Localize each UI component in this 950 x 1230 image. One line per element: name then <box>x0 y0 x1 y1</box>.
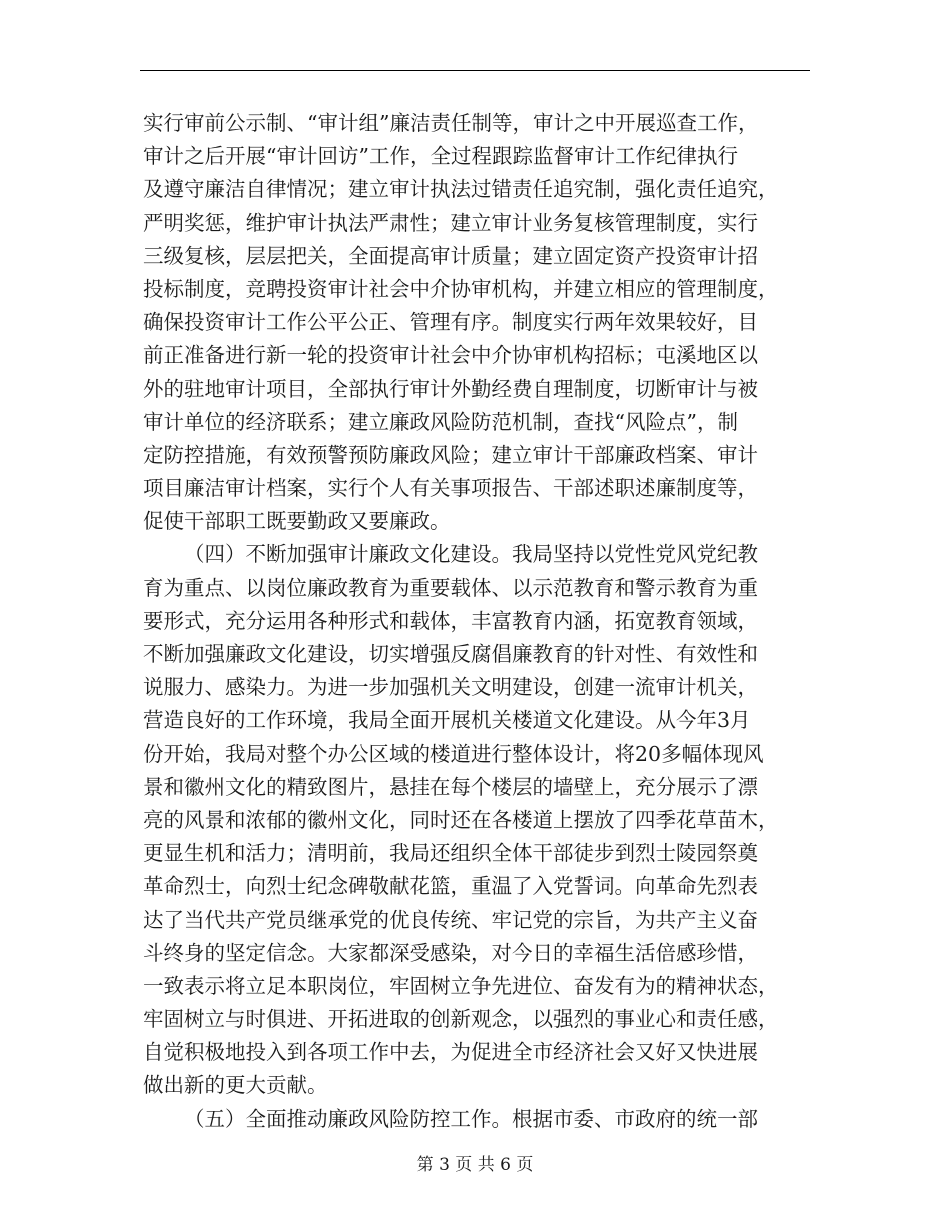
text-line: 前正准备进行新一轮的投资审计社会中介协审机构招标；屯溪地区以 <box>143 343 758 368</box>
document-body <box>143 107 811 1136</box>
text-line: 实行审前公示制、“审计组”廉洁责任制等，审计之中开展巡查工作， <box>143 111 759 135</box>
text-line: 斗终身的坚定信念。大家都深受感染，对今日的幸福生活倍感珍惜， <box>143 940 758 965</box>
text-line: 严明奖惩，维护审计执法严肃性；建立审计业务复核管理制度，实行 <box>143 210 758 235</box>
section-heading-line: （五）全面推动廉政风险防控工作。根据市委、市政府的统一部 <box>184 1106 758 1131</box>
text-line: 景和徽州文化的精致图片，悬挂在每个楼层的墙壁上，充分展示了漂 <box>143 774 758 799</box>
text-line: 外的驻地审计项目，全部执行审计外勤经费自理制度，切断审计与被 <box>143 376 758 401</box>
text-line: 促使干部职工既要勤政又要廉政。 <box>143 509 451 534</box>
text-line: 育为重点、以岗位廉政教育为重要载体、以示范教育和警示教育为重 <box>143 575 758 600</box>
text-line: 做出新的更大贡献。 <box>143 1073 328 1098</box>
text-line: 营造良好的工作环境，我局全面开展机关楼道文化建设。从今年3月 <box>143 708 751 733</box>
text-line: 革命烈士，向烈士纪念碑敬献花篮，重温了入党誓词。向革命先烈表 <box>143 874 758 899</box>
text-line: 要形式，充分运用各种形式和载体，丰富教育内涵，拓宽教育领域， <box>143 608 758 633</box>
text-line: 达了当代共产党员继承党的优良传统、牢记党的宗旨，为共产主义奋 <box>143 907 758 932</box>
text-line: 审计单位的经济联系；建立廉政风险防范机制，查找“风险点”，制 <box>143 409 738 434</box>
text-line: 亮的风景和浓郁的徽州文化，同时还在各楼道上摆放了四季花草苗木， <box>143 807 779 832</box>
text-line: 确保投资审计工作公平公正、管理有序。制度实行两年效果较好，目 <box>143 310 758 335</box>
text-line: 自觉积极地投入到各项工作中去，为促进全市经济社会又好又快进展 <box>143 1040 758 1065</box>
text-line: 定防控措施，有效预警预防廉政风险；建立审计干部廉政档案、审计 <box>143 442 758 467</box>
text-line: 投标制度，竞聘投资审计社会中介协审机构，并建立相应的管理制度， <box>143 276 779 301</box>
page-number: 第 3 页 共 6 页 <box>416 1155 534 1175</box>
text-line: 更显生机和活力；清明前，我局还组织全体干部徒步到烈士陵园祭奠 <box>143 841 758 866</box>
text-line: 项目廉洁审计档案，实行个人有关事项报告、干部述职述廉制度等， <box>143 476 758 501</box>
text-line: 三级复核，层层把关，全面提高审计质量；建立固定资产投资审计招 <box>143 243 758 268</box>
text-line: 一致表示将立足本职岗位，牢固树立争先进位、奋发有为的精神状态， <box>143 973 779 998</box>
header-rule <box>140 70 810 71</box>
section-heading-line: （四）不断加强审计廉政文化建设。我局坚持以党性党风党纪教 <box>184 542 758 567</box>
text-line: 及遵守廉洁自律情况；建立审计执法过错责任追究制，强化责任追究， <box>143 177 779 202</box>
text-line: 说服力、感染力。为进一步加强机关文明建设，创建一流审计机关， <box>143 675 758 700</box>
text-line: 不断加强廉政文化建设，切实增强反腐倡廉教育的针对性、有效性和 <box>143 642 758 666</box>
text-line: 份开始，我局对整个办公区域的楼道进行整体设计，将20多幅体现风 <box>143 741 764 766</box>
text-line: 审计之后开展“审计回访”工作，全过程跟踪监督审计工作纪律执行 <box>143 144 738 169</box>
text-line: 牢固树立与时俱进、开拓进取的创新观念，以强烈的事业心和责任感， <box>143 1007 779 1032</box>
